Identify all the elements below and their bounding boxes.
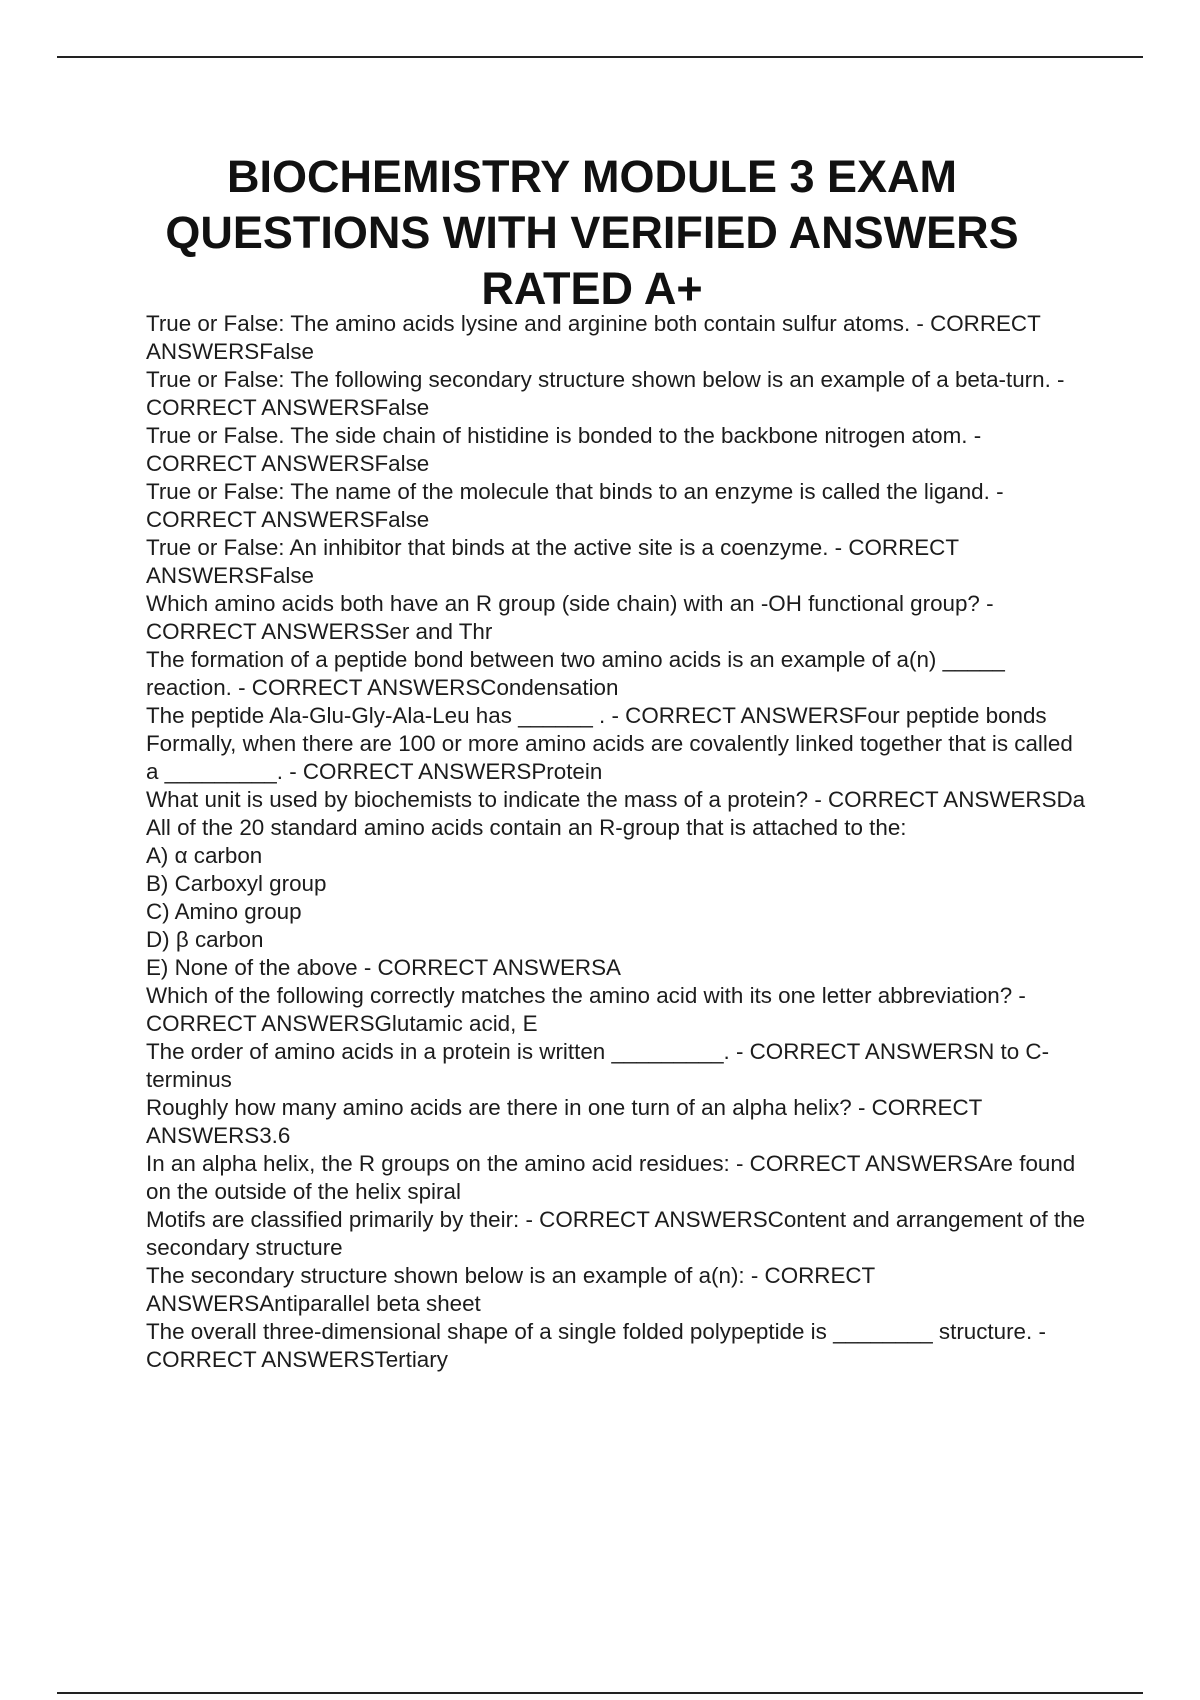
question-line: True or False: An inhibitor that binds at the active site is a coenzyme. - CORRECT ANSWERSFalse — [146, 535, 959, 588]
question-line: The formation of a peptide bond between two amino acids is an example of a(n) _____ reaction. - CORRECT ANSWERSCondensation — [146, 647, 1005, 700]
question-line: Formally, when there are 100 or more amino acids are covalently linked together that is called a _________. - CORRECT ANSWERSProtein — [146, 731, 1073, 784]
question-line: What unit is used by biochemists to indicate the mass of a protein? - CORRECT ANSWERSDa — [146, 787, 1086, 812]
question-line: The secondary structure shown below is an example of a(n): - CORRECT ANSWERSAntiparallel beta sheet — [146, 1263, 875, 1316]
top-rule — [57, 56, 1143, 58]
question-line: True or False. The side chain of histidine is bonded to the backbone nitrogen atom. - CORRECT ANSWERSFalse — [146, 423, 982, 476]
document-title: BIOCHEMISTRY MODULE 3 EXAM QUESTIONS WITH VERIFIED ANSWERS RATED A+ — [165, 151, 1019, 314]
question-line: True or False: The amino acids lysine and arginine both contain sulfur atoms. - CORRECT ANSWERSFalse — [146, 311, 1041, 364]
bottom-rule — [57, 1692, 1143, 1694]
answer-option: E) None of the above - CORRECT ANSWERSA — [146, 955, 621, 980]
question-line: The peptide Ala-Glu-Gly-Ala-Leu has ______ . - CORRECT ANSWERSFour peptide bonds — [146, 703, 1047, 728]
question-answer-list — [146, 310, 1086, 1374]
answer-option: D) β carbon — [146, 927, 264, 952]
question-line: True or False: The name of the molecule that binds to an enzyme is called the ligand. - CORRECT ANSWERSFalse — [146, 479, 1004, 532]
answer-option: B) Carboxyl group — [146, 871, 327, 896]
question-line: The order of amino acids in a protein is written _________. - CORRECT ANSWERSN to C-terminus — [146, 1039, 1050, 1092]
question-line: The overall three-dimensional shape of a single folded polypeptide is ________ structure. - CORRECT ANSWERSTertiary — [146, 1319, 1046, 1372]
question-line: All of the 20 standard amino acids contain an R-group that is attached to the: — [146, 815, 907, 840]
answer-option: C) Amino group — [146, 899, 302, 924]
question-line: In an alpha helix, the R groups on the amino acid residues: - CORRECT ANSWERSAre found on the outside of the helix spiral — [146, 1151, 1076, 1204]
question-line: True or False: The following secondary structure shown below is an example of a beta-turn. - CORRECT ANSWERSFalse — [146, 367, 1065, 420]
question-line: Which amino acids both have an R group (side chain) with an -OH functional group? - CORRECT ANSWERSSer and Thr — [146, 591, 994, 644]
answer-option: A) α carbon — [146, 843, 263, 868]
question-line: Which of the following correctly matches the amino acid with its one letter abbreviation? - CORRECT ANSWERSGlutamic acid, E — [146, 983, 1026, 1036]
question-line: Motifs are classified primarily by their: - CORRECT ANSWERSContent and arrangement of the secondary structure — [146, 1207, 1086, 1260]
question-line: Roughly how many amino acids are there in one turn of an alpha helix? - CORRECT ANSWERS3.6 — [146, 1095, 982, 1148]
